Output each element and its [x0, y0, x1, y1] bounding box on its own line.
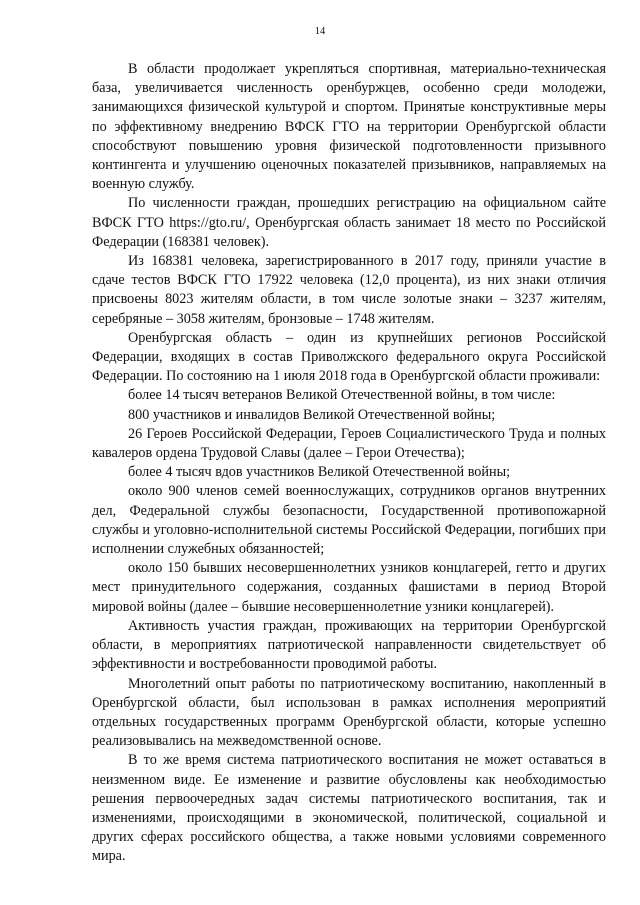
- list-paragraph: около 150 бывших несовершеннолетних узников концлагерей, гетто и других мест принудительного содержания, созданных фашистами в период Второй мировой войны (далее – бывшие несовершеннолетние узники концлагерей).: [92, 560, 606, 615]
- paragraph: Многолетний опыт работы по патриотическому воспитанию, накопленный в Оренбургской области, был использован в рамках исполнения мероприятий отдельных государственных программ Оренбургской области, которые успешно реализовывались на межведомственной основе.: [92, 675, 606, 750]
- list-paragraph: более 4 тысяч вдов участников Великой Отечественной войны;: [128, 464, 511, 481]
- page-number: 14: [314, 26, 326, 37]
- list-paragraph: более 14 тысяч ветеранов Великой Отечественной войны, в том числе:: [128, 387, 556, 404]
- paragraph: В то же время система патриотического воспитания не может оставаться в неизменном виде. Ее изменение и развитие обусловлены как необходимостью решения первоочередных задач системы патриотического воспитания, так и изменениями, происходящими в экономической, политической, социальной и других сферах российского общества, а также новыми условиями современного мира.: [92, 752, 606, 865]
- paragraph: По численности граждан, прошедших регистрацию на официальном сайте ВФСК ГТО https://gto.ru/, Оренбургская область занимает 18 место по Российской Федерации (168381 человек).: [92, 195, 606, 250]
- paragraph: Оренбургская область – один из крупнейших регионов Российской Федерации, входящих в состав Приволжского федерального округа Российской Федерации. По состоянию на 1 июля 2018 года в Оренбургской области проживали:: [92, 329, 606, 385]
- paragraph: Из 168381 человека, зарегистрированного в 2017 году, приняли участие в сдаче тестов ВФСК ГТО 17922 человека (12,0 процента), из них знаки отличия присвоены 8023 жителям области, в том числе золотые знаки – 3237 жителям, серебряные – 3058 жителям, бронзовые – 1748 жителям.: [92, 253, 606, 327]
- list-paragraph: 26 Героев Российской Федерации, Героев Социалистического Труда и полных кавалеров ордена Трудовой Славы (далее – Герои Отечества);: [92, 425, 606, 462]
- document-body: [92, 60, 606, 867]
- list-paragraph: около 900 членов семей военнослужащих, сотрудников органов внутренних дел, Федеральной службы безопасности, Государственной противопожарной службы и уголовно-исполнительной системы Российской Федерации, погибших при исполнении служебных обязанностей;: [92, 483, 606, 558]
- paragraph: Активность участия граждан, проживающих на территории Оренбургской области, в мероприятиях патриотической направленности свидетельствует об эффективности и востребованности проводимой работы.: [92, 617, 606, 673]
- list-paragraph: 800 участников и инвалидов Великой Отечественной войны;: [128, 406, 496, 423]
- paragraph: В области продолжает укрепляться спортивная, материально-техническая база, увеличивается численность оренбуржцев, особенно среди молодежи, занимающихся физической культурой и спортом. Принятые конструктивные меры по эффективному внедрению ВФСК ГТО на территории Оренбургской области способствуют повышению уровня физической подготовленности призывного контингента и улучшению оценочных показателей призывников, направляемых на военную службу.: [92, 61, 606, 193]
